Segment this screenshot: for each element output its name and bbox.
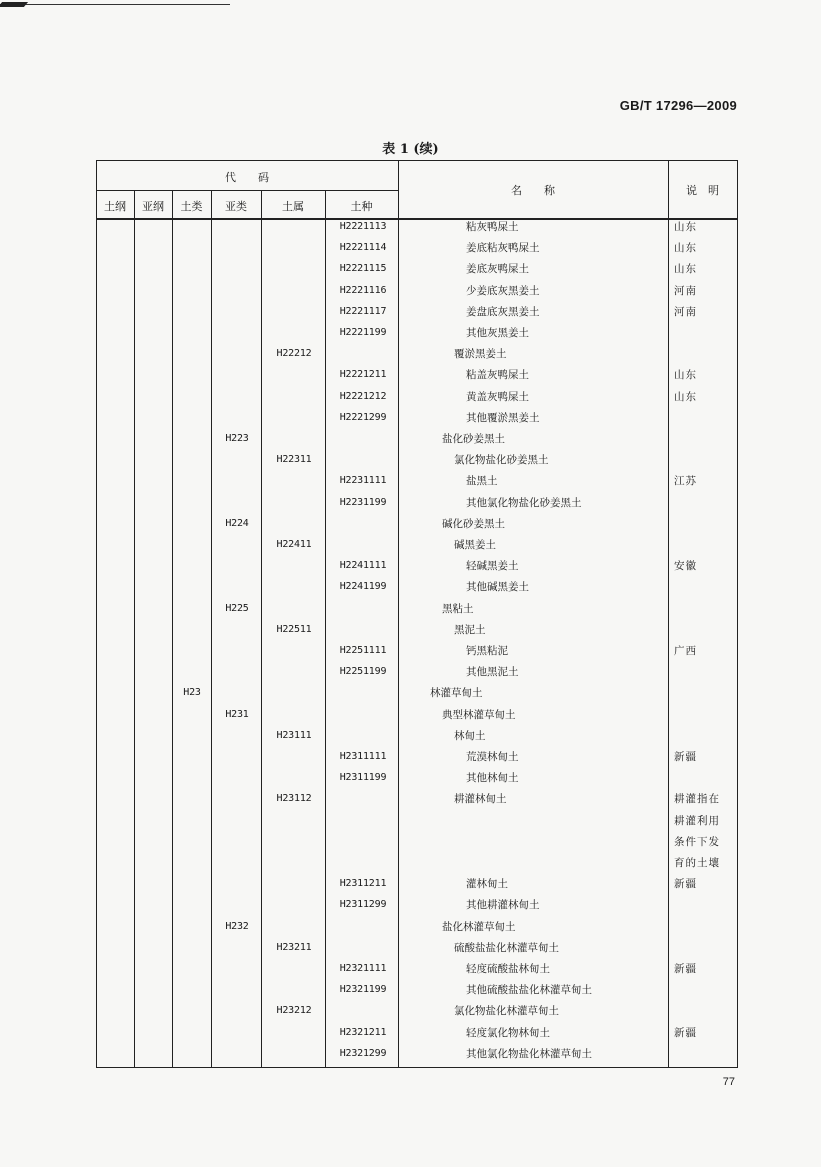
code-cell: H2311199 xyxy=(339,772,387,784)
col-border-5 xyxy=(325,190,326,1068)
code-cell: H231 xyxy=(225,708,249,720)
name-cell: 荒漠林甸土 xyxy=(466,751,519,763)
name-cell: 碱黑姜土 xyxy=(454,539,496,551)
name-cell: 其他耕灌林甸土 xyxy=(466,899,540,912)
name-cell: 盐化林灌草甸土 xyxy=(442,920,516,933)
name-cell: 灌林甸土 xyxy=(466,878,508,891)
page-number: 77 xyxy=(722,1076,735,1088)
code-cell: H2241111 xyxy=(339,560,387,572)
table-title: 表 1 (续) xyxy=(382,142,439,157)
note-cell: 新疆 xyxy=(674,751,697,763)
code-cell: H2321299 xyxy=(339,1047,387,1059)
note-cell: 育的土壤 xyxy=(674,857,720,869)
note-cell: 耕灌指在 xyxy=(674,793,720,806)
note-cell: 江苏 xyxy=(674,475,697,488)
col-border-6 xyxy=(398,160,399,1068)
name-cell: 粘盖灰鸭屎土 xyxy=(466,369,529,382)
table-bottom-rule xyxy=(96,1067,738,1068)
header-mid-rule xyxy=(96,190,398,191)
note-cell: 新疆 xyxy=(674,878,697,891)
name-cell: 其他碱黑姜土 xyxy=(466,581,529,594)
code-cell: H2221117 xyxy=(339,305,387,317)
note-cell: 新疆 xyxy=(674,963,697,975)
code-cell: H22411 xyxy=(276,539,312,550)
header-note: 说 明 xyxy=(686,184,719,197)
code-cell: H2321199 xyxy=(339,984,387,996)
name-cell: 耕灌林甸土 xyxy=(454,793,507,806)
code-cell: H2221212 xyxy=(339,390,387,402)
col-border-left xyxy=(96,160,97,1068)
code-cell: H2311211 xyxy=(339,878,387,890)
name-cell: 其他氯化物盐化砂姜黑土 xyxy=(466,496,582,509)
code-cell: H2221199 xyxy=(339,327,387,338)
note-cell: 河南 xyxy=(674,284,697,297)
code-cell: H2311111 xyxy=(339,751,387,762)
code-cell: H223 xyxy=(225,433,249,444)
note-cell: 山东 xyxy=(674,369,697,382)
code-cell: H2231199 xyxy=(339,496,387,508)
name-cell: 黑粘土 xyxy=(442,602,474,615)
header-name: 名 称 xyxy=(511,184,555,197)
note-cell: 条件下发 xyxy=(674,835,720,848)
code-cell: H232 xyxy=(225,920,249,932)
name-cell: 黄盖灰鸭屎土 xyxy=(466,390,529,403)
code-cell: H225 xyxy=(225,602,249,614)
header-yagang: 亚纲 xyxy=(142,200,164,213)
code-cell: H2251111 xyxy=(339,645,387,656)
code-cell: H2231111 xyxy=(339,475,387,487)
name-cell: 其他黑泥土 xyxy=(466,666,519,679)
name-cell: 其他林甸土 xyxy=(466,772,519,785)
header-code-group: 代 码 xyxy=(225,171,269,184)
code-cell: H2221114 xyxy=(339,242,387,254)
code-cell: H2321211 xyxy=(339,1026,387,1038)
code-cell: H2221211 xyxy=(339,369,387,381)
code-cell: H2221299 xyxy=(339,411,387,423)
code-cell: H23112 xyxy=(276,793,312,805)
name-cell: 姜底灰鸭屎土 xyxy=(466,263,529,276)
note-cell: 山东 xyxy=(674,390,697,403)
name-cell: 碱化砂姜黑土 xyxy=(442,517,505,530)
name-cell: 覆淤黑姜土 xyxy=(454,348,507,361)
code-cell: H23 xyxy=(183,687,201,699)
name-cell: 其他灰黑姜土 xyxy=(466,327,529,339)
note-cell: 广西 xyxy=(674,645,697,657)
name-cell: 氯化物盐化林灌草甸土 xyxy=(454,1005,559,1018)
note-cell: 山东 xyxy=(674,242,697,255)
code-cell: H2221115 xyxy=(339,263,387,275)
note-cell: 山东 xyxy=(674,221,697,233)
standard-id: GB/T 17296—2009 xyxy=(619,98,737,113)
name-cell: 其他氯化物盐化林灌草甸土 xyxy=(466,1047,592,1060)
name-cell: 盐化砂姜黑土 xyxy=(442,433,505,445)
name-cell: 其他覆淤黑姜土 xyxy=(466,411,540,424)
name-cell: 少姜底灰黑姜土 xyxy=(466,284,540,297)
note-cell: 新疆 xyxy=(674,1026,697,1039)
code-cell: H2221116 xyxy=(339,284,387,296)
header-bottom-rule xyxy=(96,218,738,220)
code-cell: H2311299 xyxy=(339,899,387,911)
name-cell: 轻度硫酸盐林甸土 xyxy=(466,963,550,975)
name-cell: 其他硫酸盐盐化林灌草甸土 xyxy=(466,984,592,997)
name-cell: 硫酸盐盐化林灌草甸土 xyxy=(454,941,559,954)
name-cell: 轻碱黑姜土 xyxy=(466,560,519,573)
name-cell: 林灌草甸土 xyxy=(430,687,483,700)
code-cell: H22311 xyxy=(276,454,312,466)
note-cell: 耕灌利用 xyxy=(674,814,720,827)
code-cell: H23211 xyxy=(276,941,312,953)
name-cell: 林甸土 xyxy=(454,729,486,742)
name-cell: 粘灰鸭屎土 xyxy=(466,221,519,233)
note-cell: 山东 xyxy=(674,263,697,276)
col-border-right xyxy=(737,160,738,1068)
name-cell: 钙黑粘泥 xyxy=(466,645,508,657)
code-cell: H22511 xyxy=(276,623,312,635)
code-cell: H2251199 xyxy=(339,666,387,678)
header-tugang: 土纲 xyxy=(104,200,126,213)
header-tulei: 土类 xyxy=(180,200,203,213)
scan-artifact-line xyxy=(0,4,230,9)
name-cell: 黑泥土 xyxy=(454,623,486,636)
name-cell: 轻度氯化物林甸土 xyxy=(466,1026,550,1039)
code-cell: H2321111 xyxy=(339,963,387,974)
col-border-2 xyxy=(172,190,173,1068)
name-cell: 姜盘底灰黑姜土 xyxy=(466,305,540,318)
soil-classification-table xyxy=(96,160,738,1070)
name-cell: 姜底粘灰鸭屎土 xyxy=(466,242,540,255)
name-cell: 盐黑土 xyxy=(466,475,498,488)
name-cell: 典型林灌草甸土 xyxy=(442,708,516,721)
name-cell: 氯化物盐化砂姜黑土 xyxy=(454,454,549,467)
code-cell: H2221113 xyxy=(339,221,387,232)
col-border-4 xyxy=(261,190,262,1068)
table-top-rule xyxy=(96,160,738,161)
col-border-7 xyxy=(668,160,669,1068)
col-border-3 xyxy=(211,190,212,1068)
note-cell: 河南 xyxy=(674,305,697,318)
col-border-1 xyxy=(134,190,135,1068)
note-cell: 安徽 xyxy=(674,560,697,573)
code-cell: H23111 xyxy=(276,729,312,741)
code-cell: H22212 xyxy=(276,348,312,360)
header-yalei: 亚类 xyxy=(225,200,247,213)
header-tushu: 土属 xyxy=(282,200,304,213)
code-cell: H224 xyxy=(225,517,249,529)
header-tuzhong: 土种 xyxy=(350,200,373,213)
code-cell: H2241199 xyxy=(339,581,387,593)
code-cell: H23212 xyxy=(276,1005,312,1017)
